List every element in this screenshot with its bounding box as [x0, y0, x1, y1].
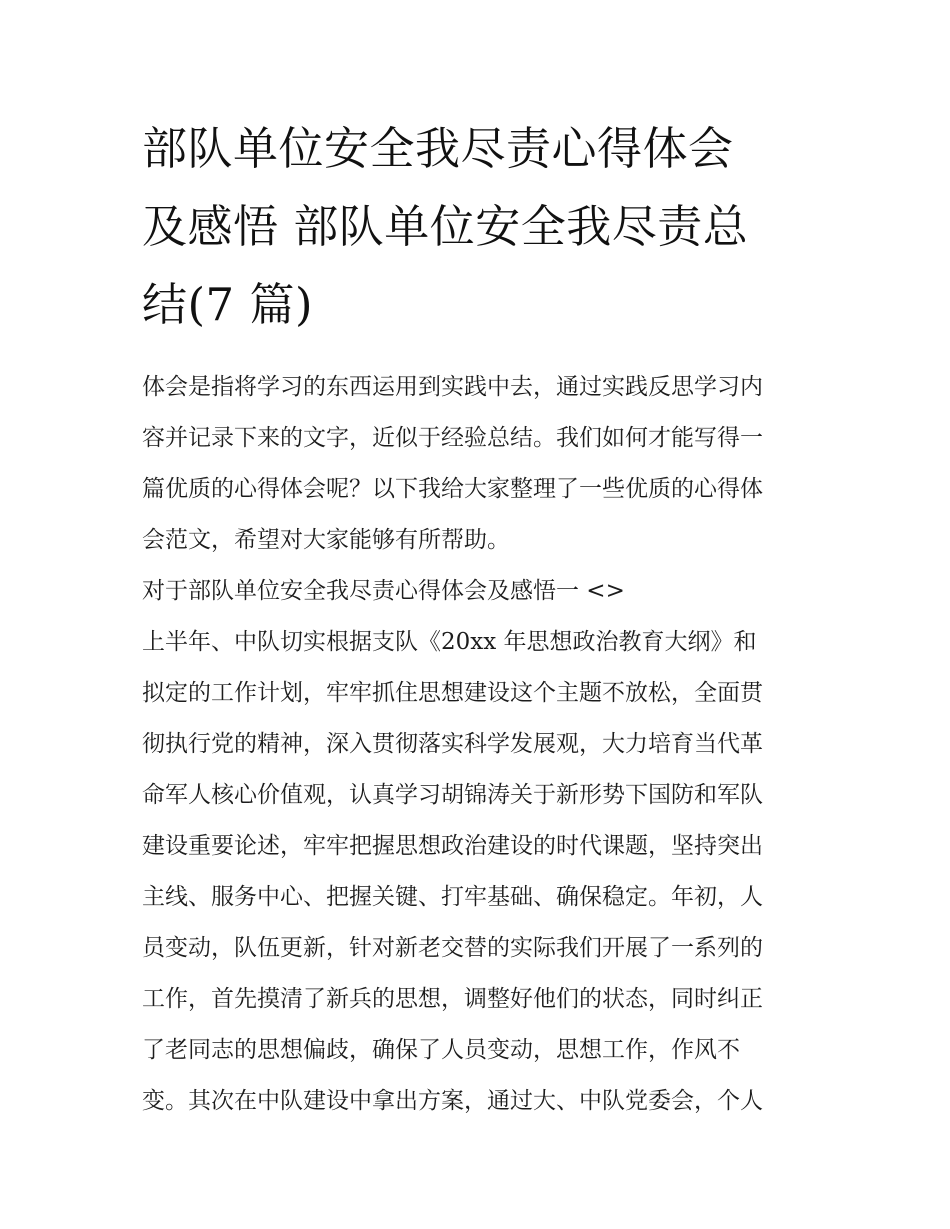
- document-body: [142, 362, 812, 1127]
- section-line: 工作，首先摸清了新兵的思想，调整好他们的状态，同时纠正: [142, 986, 763, 1012]
- section-line: 命军人核心价值观，认真学习胡锦涛关于新形势下国防和军队: [142, 782, 763, 808]
- document-title: [142, 110, 812, 344]
- intro-line: 篇优质的心得体会呢？以下我给大家整理了一些优质的心得体: [142, 476, 763, 502]
- section-line: 拟定的工作计划，牢牢抓住思想建设这个主题不放松，全面贯: [142, 680, 763, 706]
- document-page: [142, 110, 812, 1127]
- intro-line: 容并记录下来的文字，近似于经验总结。我们如何才能写得一: [142, 425, 763, 451]
- section-line: 主线、服务中心、把握关键、打牢基础、确保稳定。年初，人: [142, 884, 763, 910]
- intro-line: 体会是指将学习的东西运用到实践中去，通过实践反思学习内: [142, 374, 763, 400]
- title-line-1: 部队单位安全我尽责心得体会: [142, 122, 734, 175]
- intro-line: 会范文，希望对大家能够有所帮助。: [142, 527, 510, 553]
- title-line-2: 及感悟 部队单位安全我尽责总: [142, 200, 749, 253]
- title-line-3: 结(7 篇): [142, 278, 314, 331]
- section-line: 建设重要论述，牢牢把握思想政治建设的时代课题，坚持突出: [142, 833, 763, 859]
- section-line: 彻执行党的精神，深入贯彻落实科学发展观，大力培育当代革: [142, 731, 763, 757]
- section-line: 员变动，队伍更新，针对新老交替的实际我们开展了一系列的: [142, 935, 763, 961]
- intro-paragraph: [142, 362, 812, 566]
- section-line: 上半年、中队切实根据支队《20xx 年思想政治教育大纲》和: [142, 629, 757, 655]
- section-paragraph: [142, 617, 812, 1127]
- section-line: 变。其次在中队建设中拿出方案，通过大、中队党委会，个人: [142, 1088, 763, 1114]
- section-heading: 对于部队单位安全我尽责心得体会及感悟一 <>: [142, 578, 625, 604]
- section-line: 了老同志的思想偏歧，确保了人员变动，思想工作，作风不: [142, 1037, 740, 1063]
